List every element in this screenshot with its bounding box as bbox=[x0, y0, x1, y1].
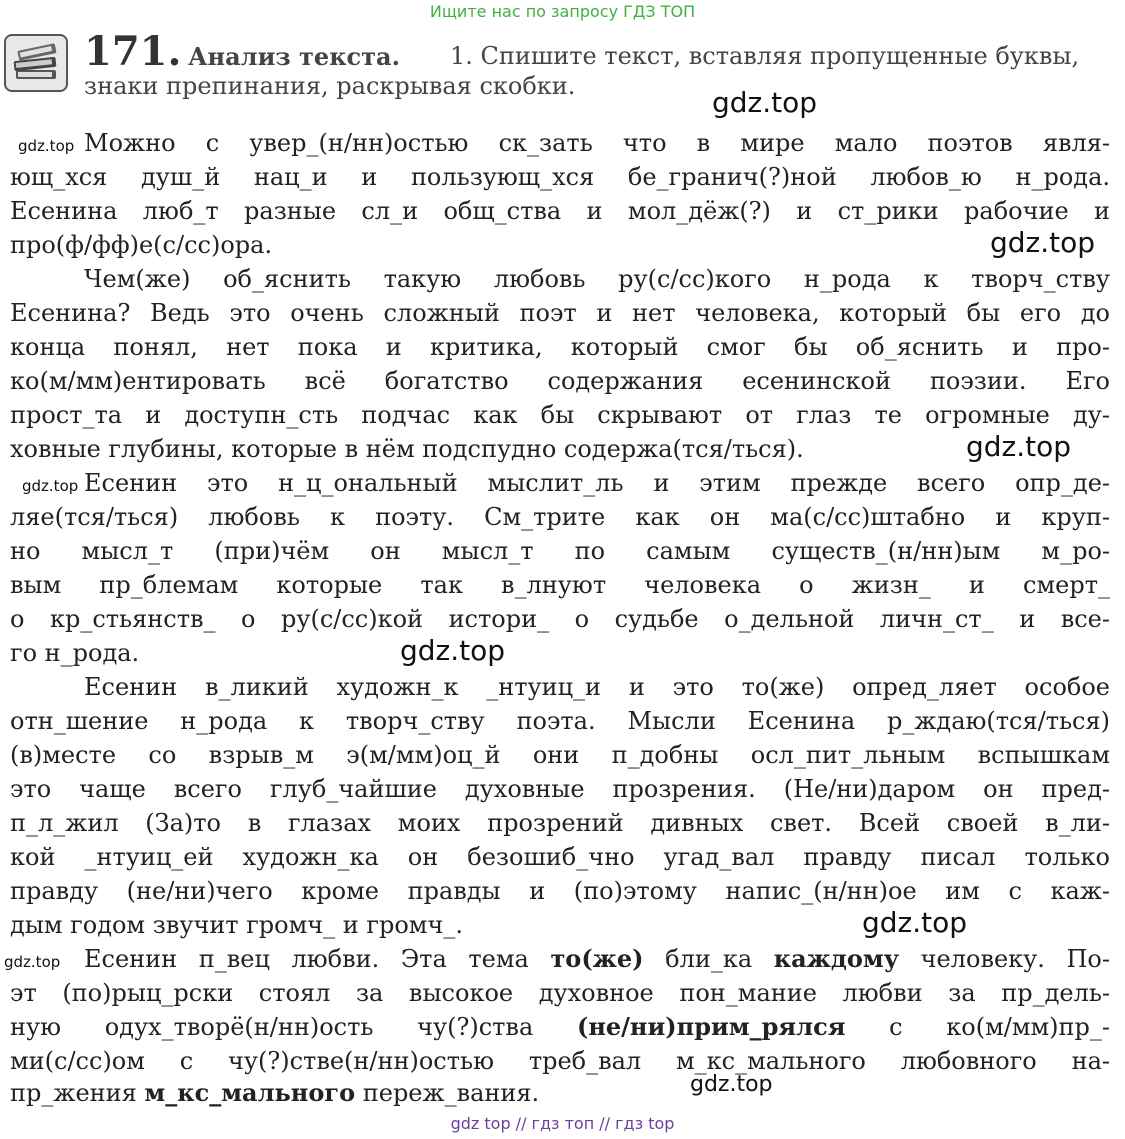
watermark: gdz.top bbox=[690, 1072, 773, 1097]
watermark: gdz.top bbox=[400, 634, 506, 667]
bottom-note: gdz top // гдз топ // гдз top bbox=[450, 1114, 675, 1133]
watermark: gdz.top bbox=[990, 226, 1096, 259]
text-line: но мысл_т (при)чём он мысл_т по самым существ_(н/нн)ым м_ро- bbox=[10, 537, 1110, 565]
text-line bbox=[10, 1010, 1110, 1044]
text-span: переж_вания. bbox=[355, 1079, 540, 1107]
book-icon bbox=[4, 34, 68, 92]
text-span: человеку. По- bbox=[899, 945, 1110, 973]
text-line: Есенина люб_т разные сл_и общ_ства и мол_дёж(?) и ст_рики рабочие и bbox=[10, 197, 1110, 225]
text-line bbox=[10, 1076, 1110, 1110]
text-line: вым пр_блемам которые так в_лнуют человека о жизн_ и смерт_ bbox=[10, 571, 1110, 599]
text-line: конца понял, нет пока и критика, который смог бы об_яснить и про- bbox=[10, 333, 1110, 361]
text-line: ко(м/мм)ентировать всё богатство содержания есенинской поэзии. Его bbox=[10, 367, 1110, 395]
text-line: ховные глубины, которые в нём подспудно содержа(тся/ться). bbox=[10, 435, 804, 463]
text-line: о кр_стьянств_ о ру(с/сс)кой истори_ о судьбе о_дельной личн_ст_ и все- bbox=[10, 605, 1110, 633]
text-line: про(ф/фф)е(с/сс)ора. bbox=[10, 231, 273, 259]
bold-text: (не/ни)прим_рялся bbox=[576, 1012, 846, 1041]
text-line: это чаще всего глуб_чайшие духовные прозрения. (Не/ни)даром он пред- bbox=[10, 775, 1110, 803]
text-line: п_л_жил (За)то в глазах моих прозрений дивных свет. Всей своей в_ли- bbox=[10, 809, 1110, 837]
bold-text: каждому bbox=[773, 944, 900, 973]
text-line: правду (не/ни)чего кроме правды и (по)этому напис_(н/нн)ое им с каж- bbox=[10, 877, 1110, 905]
task-instruction: 1. Спишите текст, вставляя пропущенные буквы, bbox=[450, 42, 1080, 70]
watermark: gdz.top bbox=[4, 953, 61, 971]
text-line: прост_та и доступн_сть подчас как бы скрывают от глаз те огромные ду- bbox=[10, 401, 1110, 429]
text-span: с ко(м/мм)пр_- bbox=[845, 1013, 1110, 1041]
text-span: ную одух_творё(н/нн)ость чу(?)ства bbox=[10, 1013, 577, 1041]
text-span: Есенин п_вец любви. Эта тема bbox=[84, 945, 551, 973]
bold-text: м_кс_мального bbox=[144, 1078, 356, 1107]
top-note: Ищите нас по запросу ГДЗ ТОП bbox=[429, 2, 696, 21]
watermark: gdz.top bbox=[712, 86, 818, 119]
bold-text: то(же) bbox=[550, 944, 644, 973]
watermark: gdz.top bbox=[22, 477, 79, 495]
text-line: (в)месте со взрыв_м э(м/мм)оц_й они п_добны осл_пит_льным вспышкам bbox=[10, 741, 1110, 769]
text-line: Чем(же) об_яснить такую любовь ру(с/сс)кого н_рода к творч_ству bbox=[84, 265, 1110, 293]
text-line: Есенин это н_ц_ональный мыслит_ль и этим прежде всего опр_де- bbox=[84, 469, 1110, 497]
text-line: Есенина? Ведь это очень сложный поэт и нет человека, который бы его до bbox=[10, 299, 1110, 327]
text-line: ми(с/сс)ом с чу(?)стве(н/нн)остью треб_вал м_кс_мального любовного на- bbox=[10, 1047, 1110, 1075]
text-line: эт (по)рыц_рски стоял за высокое духовное пон_мание любви за пр_дель- bbox=[10, 979, 1110, 1007]
task-heading: Анализ текста. bbox=[188, 42, 400, 71]
text-line: отн_шение н_рода к творч_ству поэта. Мысли Есенина р_ждаю(тся/ться) bbox=[10, 707, 1110, 735]
text-line: ляе(тся/ться) любовь к поэту. См_трите как он ма(с/сс)штабно и круп- bbox=[10, 503, 1110, 531]
text-line bbox=[84, 942, 1110, 976]
watermark: gdz.top bbox=[862, 906, 968, 939]
text-line: Есенин в_ликий художн_к _нтуиц_и и это то(же) опред_ляет особое bbox=[84, 673, 1110, 701]
task-instruction-continued: знаки препинания, раскрывая скобки. bbox=[84, 72, 576, 100]
text-line: Можно с увер_(н/нн)остью ск_зать что в мире мало поэтов явля- bbox=[84, 129, 1110, 157]
task-number: 171. bbox=[84, 28, 182, 75]
watermark: gdz.top bbox=[966, 430, 1072, 463]
text-span: пр_жения bbox=[10, 1079, 145, 1107]
text-line: го н_рода. bbox=[10, 639, 140, 667]
text-span: бли_ка bbox=[643, 945, 774, 973]
watermark: gdz.top bbox=[18, 137, 75, 155]
text-line: ющ_хся душ_й нац_и и пользующ_хся бе_гранич(?)ной любов_ю н_рода. bbox=[10, 163, 1110, 191]
text-line: дым годом звучит громч_ и громч_. bbox=[10, 911, 463, 939]
text-line: кой _нтуиц_ей художн_ка он безошиб_чно угад_вал правду писал только bbox=[10, 843, 1110, 871]
